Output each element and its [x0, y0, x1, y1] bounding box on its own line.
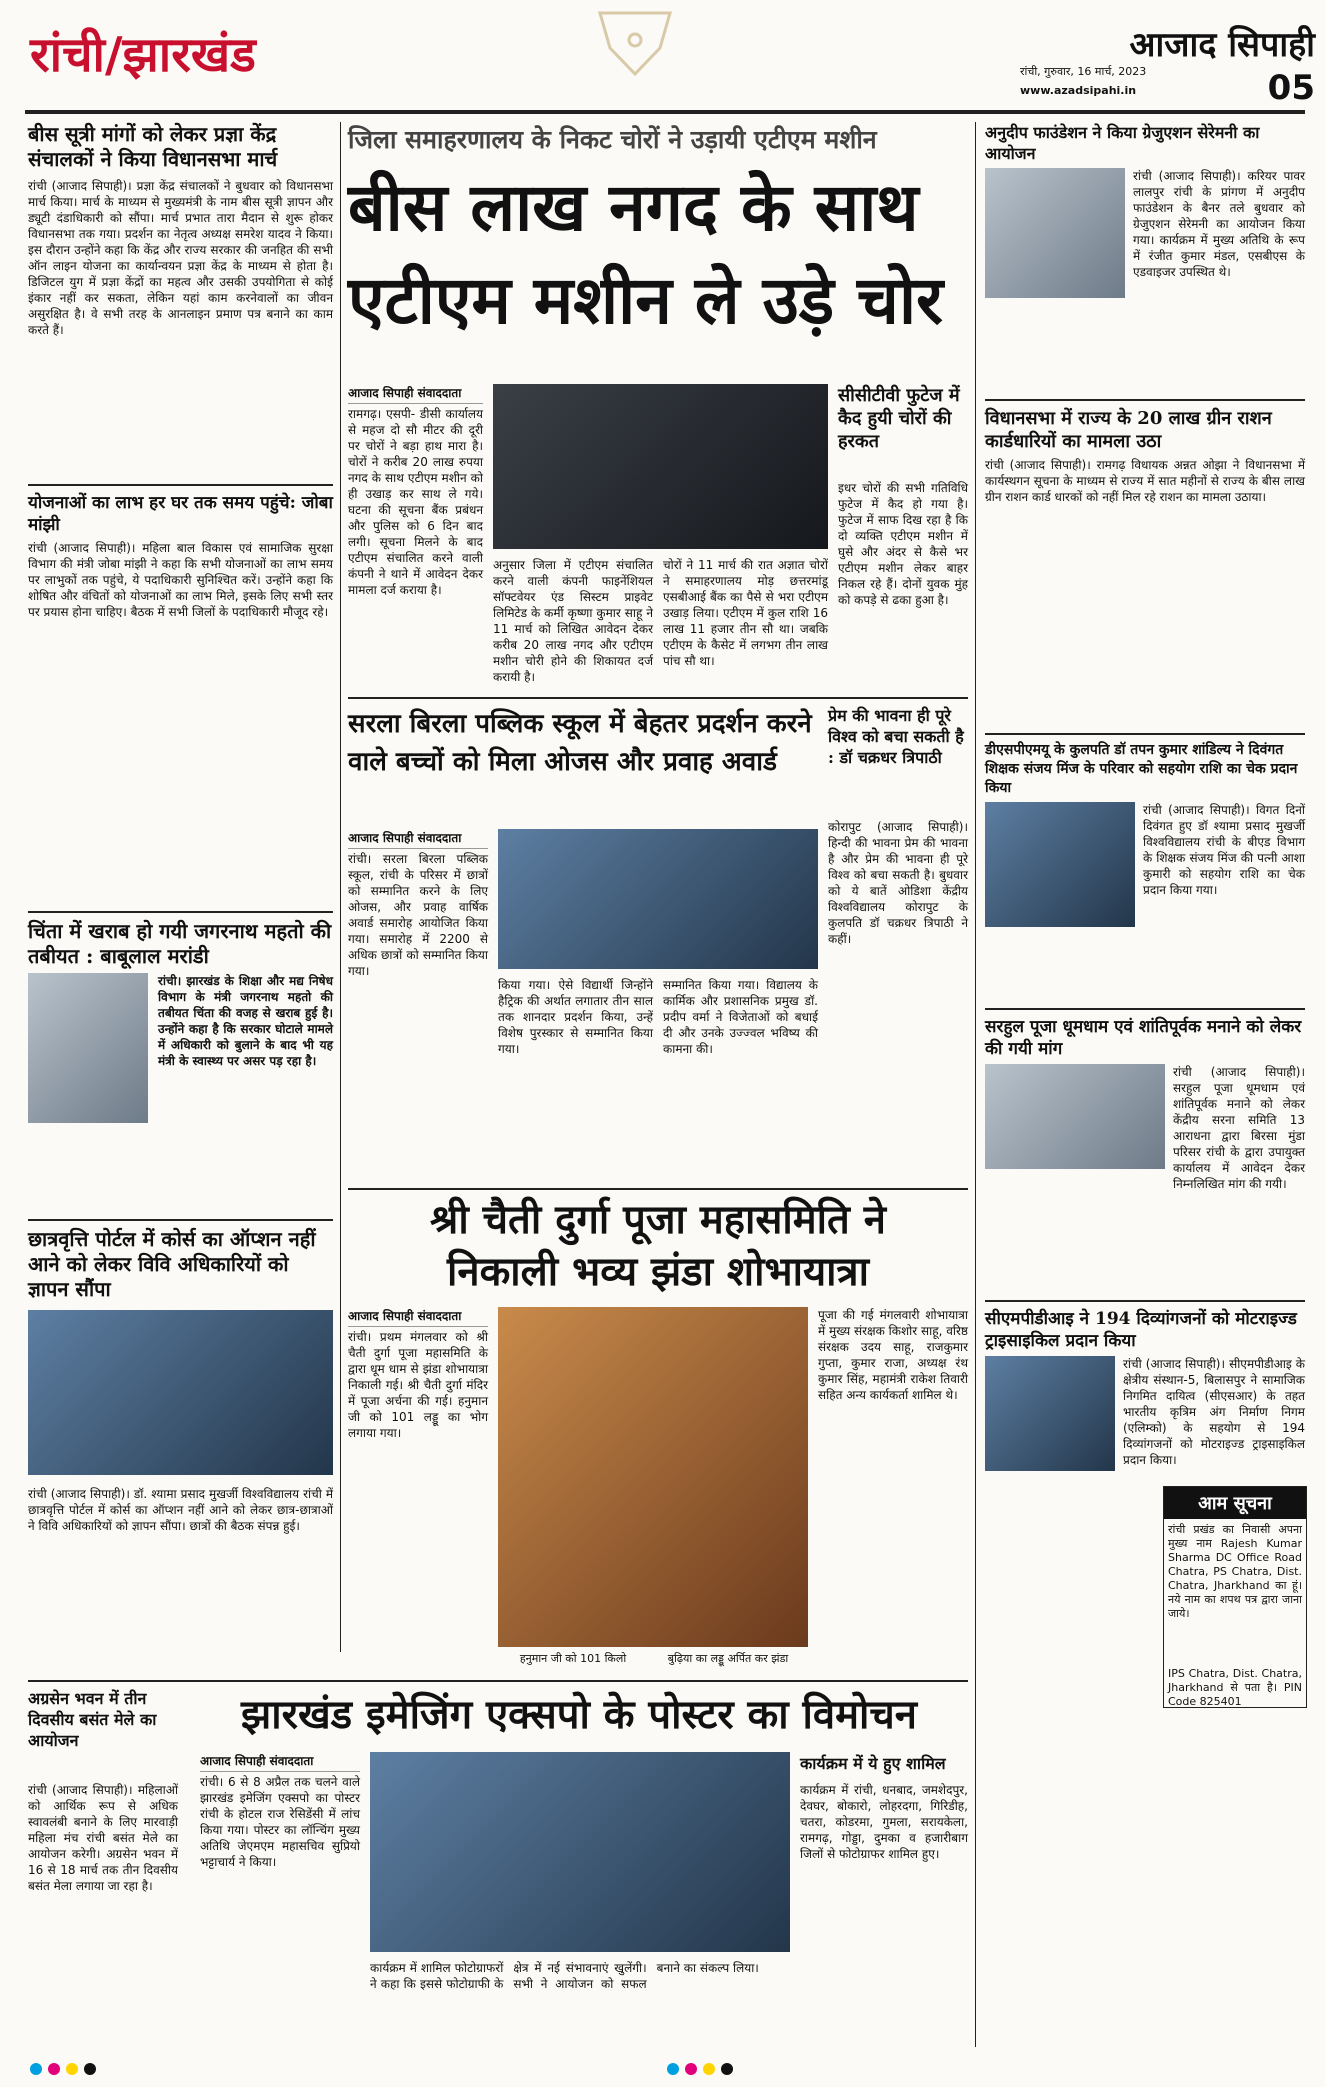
- article-body: रांची। 6 से 8 अप्रैल तक चलने वाले झारखंड इमेजिंग एक्सपो का पोस्टर रांची के होटल राज रेसिडेंसी में लांच किया गया। पोस्टर का लॉन्चिंग मुख्य अतिथि जेएमएम महासचिव सुप्रियो भट्टाचार्य ने किया।: [200, 1775, 360, 1869]
- award-photo: [498, 829, 818, 969]
- article-body: चोरों ने 11 मार्च की रात अज्ञात चोरों ने समाहरणालय मोड़ छत्तरमांडू एसबीआई बैंक का पैसे से भरा एटीएम उखाड़ लिया। एटीएम में कुल राशि 16 लाख 11 हजार तीन सौ था। जबकि एटीएम के कैसेट में लगभग तीन लाख पांच सौ था।: [663, 558, 828, 668]
- article-body: कार्यक्रम में रांची, धनबाद, जमशेदपुर, देवघर, बोकारो, लोहरदगा, गिरिडीह, चतरा, कोडरमा, गुमला, सरायकेला, रामगढ़, गोड्डा, दुमका व हजारीबाग जिलों से फोटोग्राफर शामिल हुए।: [800, 1783, 968, 1861]
- paper-name: आजाद सिपाही: [1129, 25, 1315, 65]
- article-headline: अनुदीप फाउंडेशन ने किया ग्रेजुएशन सेरेमनी का आयोजन: [985, 123, 1260, 163]
- durga-headline-2: निकाली भव्य झंडा शोभायात्रा: [447, 1248, 869, 1295]
- article-headline: बीस सूत्री मांगों को लेकर प्रज्ञा केंद्र संचालकों ने किया विधानसभा मार्च: [28, 122, 278, 171]
- students-photo: [28, 1310, 333, 1475]
- article-body: इधर चोरों की सभी गतिविधि फुटेज में कैद हो गया है। फुटेज में साफ दिख रहा है कि दो व्यक्ति एटीएम मशीन में घुसे और अंदर से कैसे भर एटीएम मशीन लेकर बाहर निकल रहे हैं। दोनों युवक मुंह को कपड़े से ढका हुआ है।: [838, 481, 968, 607]
- article-body: सम्मानित किया गया। विद्यालय के कार्मिक और प्रशासनिक प्रमुख डॉ. प्रदीप वर्मा ने विजेताओं को बधाई दी और उनके उज्ज्वल भविष्य की कामना की।: [663, 978, 818, 1056]
- main-headline-2: एटीएम मशीन ले उड़े चोर: [348, 261, 944, 339]
- divider: [985, 733, 1305, 735]
- article-body: रांची (आजाद सिपाही)। करियर पावर लालपुर रांची के प्रांगण में अनुदीप फाउंडेशन के बैनर तले बुधवार को ग्रेजुएशन सेरेमनी का आयोजन किया गया। कार्यक्रम में मुख्य अतिथि के रूप में रंजीत कुमार मंडल, एसबीएस के एडवाइजर उपस्थित थे।: [1133, 169, 1305, 279]
- divider: [28, 1680, 968, 1682]
- divider: [348, 1188, 968, 1190]
- divider: [348, 697, 968, 699]
- dateline: रांची, गुरुवार, 16 मार्च, 2023: [1020, 65, 1147, 78]
- cctv-photo: [493, 384, 828, 549]
- article-body: रांची (आजाद सिपाही)। सरहुल पूजा धूमधाम एवं शांतिपूर्वक मनाने को लेकर केंद्रीय सरना समिति 13 आराधना द्वारा बिरसा मुंडा परिसर रांची के द्वारा उपायुक्त कार्यालय में आवेदन देकर निम्नलिखित मांग की गयी।: [1173, 1065, 1305, 1191]
- article-body: रामगढ़। एसपी- डीसी कार्यालय से महज दो सौ मीटर की दूरी पर चोरों ने बड़ा हाथ मारा है। चोरों ने करीब 20 लाख रुपया नगद के साथ एटीएम मशीन को ही उखाड़ कर साथ ले गये। घटना की सूचना बैंक प्रबंधन और पुलिस को 6 दिन बाद लगी। सूचना मिलने के बाद एटीएम संचालित करने वाली कंपनी ने थाने में आवेदन देकर मामला दर्ज कराया है।: [348, 407, 483, 597]
- byline: आजाद सिपाही संवाददाता: [348, 829, 488, 849]
- article-body: रांची (आजाद सिपाही)। महिलाओं को आर्थिक रूप से अधिक स्वावलंबी बनाने के लिए मारवाड़ी महिला मंच रांची बसंत मेले का आयोजन करेगी। अग्रसेन भवन में 16 से 18 मार्च तक तीन दिवसीय बसंत मेला लगाया जा रहा है।: [28, 1783, 178, 1893]
- public-notice: [1163, 1486, 1307, 1708]
- expo-story: [190, 1688, 968, 2048]
- byline: आजाद सिपाही संवाददाता: [348, 1307, 488, 1327]
- main-story: [348, 122, 968, 692]
- divider: [985, 399, 1305, 401]
- article-headline: डीएसपीएमयू के कुलपति डॉ तपन कुमार शांडिल्य ने दिवंगत शिक्षक संजय मिंज के परिवार को सहयोग राशि का चेक प्रदान किया: [985, 742, 1298, 796]
- left-column: [28, 122, 333, 1652]
- column-divider: [340, 122, 341, 1652]
- byline: आजाद सिपाही संवाददाता: [200, 1752, 360, 1772]
- ceremony-photo: [985, 168, 1125, 298]
- divider: [28, 911, 333, 913]
- article-body: रांची (आजाद सिपाही)। रामगढ़ विधायक अन्नत ओझा ने विधानसभा में कार्यस्थगन सूचना के माध्यम से राज्य में सात महीनों से राज्य के बीस लाख ग्रीन राशन कार्ड धारकों को नहीं मिल रहे राशन का मामला उठाया।: [985, 458, 1305, 504]
- article-headline: अग्रसेन भवन में तीन दिवसीय बसंत मेले का आयोजन: [28, 1689, 157, 1750]
- cheque-photo: [985, 802, 1135, 927]
- article-body-continued: [985, 1174, 1305, 1294]
- article-headline: चिंता में खराब हो गयी जगरनाथ महतो की तबीयत : बाबूलाल मरांडी: [28, 919, 332, 968]
- article-body-continued: [985, 1486, 1155, 1706]
- article-body-continued: [985, 303, 1305, 393]
- article-headline: योजनाओं का लाभ हर घर तक समय पहुंचे: जोबा मांझी: [28, 493, 333, 535]
- expo-headline: झारखंड इमेजिंग एक्सपो के पोस्टर का विमोचन: [241, 1691, 917, 1738]
- divider: [985, 1008, 1305, 1010]
- expo-poster-photo: [370, 1752, 790, 1952]
- article-headline: सीएमपीडीआइ ने 194 दिव्यांगजनों को मोटराइज्ड ट्राइसाइकिल प्रदान किया: [985, 1309, 1297, 1351]
- divider: [28, 484, 333, 486]
- photo-caption: बुढ़िया का लड्डू अर्पित कर झंडा: [667, 1652, 789, 1665]
- article-body: पूजा की गई मंगलवारी शोभायात्रा में मुख्य संरक्षक किशोर साहू, वरिष्ठ संरक्षक उदय साहू, राजकुमार गुप्ता, कुमार राजा, अध्यक्ष रंथ कुमार सिंह, महामंत्री राकेश तिवारी सहित अन्य कार्यकर्ता शामिल थे।: [818, 1308, 968, 1402]
- article-body: रांची (आजाद सिपाही)। प्रज्ञा केंद्र संचालकों ने बुधवार को विधानसभा मार्च किया। मार्च के माध्यम से मुख्यमंत्री के नाम बीस सूत्री ज्ञापन और ड्यूटी दंडाधिकारी को सौंपा। मार्च प्रभात तारा मैदान से शुरू होकर विधानसभा तक गया। प्रदर्शन का नेतृत्व अध्यक्ष समरेश यादव ने किया। इस दौरान उन्होंने कहा कि केंद्र और राज्य सरकार की जनहित की सभी ऑन लाइन योजना का कार्यान्वयन प्रज्ञा केंद्र के माध्यम से होता है। डिजिटल युग में प्रज्ञा केंद्रों का महत्व और उसकी उपयोगिता से कोई इंकार नहीं कर सकता, लेकिन यहां काम करनेवालों का जीवन असुरक्षित है। वे सभी तरह के आनलाइन प्रमाण पत्र बनाने का काम करते हैं।: [28, 179, 333, 337]
- pen-logo-icon: [590, 8, 680, 78]
- tricycle-photo: [985, 1356, 1115, 1471]
- article-body: किया गया। ऐसे विद्यार्थी जिन्होंने हैट्रिक की अर्थात लगातार तीन साल तक शानदार प्रदर्शन किया, उन्हें विशेष पुरस्कार से सम्मानित किया गया।: [498, 978, 653, 1056]
- notice-title: आम सूचना: [1164, 1487, 1306, 1519]
- section-title: रांची/झारखंड: [30, 27, 256, 83]
- article-body-continued: [985, 932, 1305, 1002]
- byline: आजाद सिपाही संवाददाता: [348, 384, 483, 404]
- side-headline: सीसीटीवी फुटेज में कैद हुयी चोरों की हरकत: [838, 385, 960, 452]
- photo-caption: हनुमान जी को 101 किलो: [519, 1652, 627, 1665]
- notice-body: रांची प्रखंड का निवासी अपना मुख्य नाम Rajesh Kumar Sharma DC Office Road Chatra, PS Chatra, Dist. Chatra, Jharkhand का हूं। नये नाम का शपथ पत्र द्वारा जाना जाये।: [1168, 1523, 1302, 1620]
- article-headline: छात्रवृत्ति पोर्टल में कोर्स का ऑप्शन नहीं आने को लेकर विवि अधिकारियों को ज्ञापन सौंपा: [28, 1227, 316, 1301]
- article-body: अनुसार जिला में एटीएम संचालित करने वाली कंपनी फाइनेंशियल सॉफ्टवेयर एंड सिस्टम प्राइवेट लिमिटेड के कर्मी कृष्णा कुमार साहू ने 11 मार्च को लिखित आवेदन देकर करीब 20 लाख नगद और एटीएम मशीन चोरी होने की शिकायत दर्ज करायी है।: [493, 558, 653, 684]
- main-kicker: जिला समाहरणालय के निकट चोरों ने उड़ायी एटीएम मशीन: [348, 125, 877, 154]
- article-body-continued: [28, 1133, 333, 1213]
- article-body: रांची। प्रथम मंगलवार को श्री चैती दुर्गा पूजा महासमिति के द्वारा धूम धाम से झंडा शोभायात्रा निकाली गई। श्री चैती दुर्गा मंदिर में पूजा अर्चना की गई। हनुमान जी को 101 लड्डू का भोग लगाया गया।: [348, 1330, 488, 1440]
- divider: [28, 1219, 333, 1221]
- article-headline: विधानसभा में राज्य के 20 लाख ग्रीन राशन कार्डधारियों का मामला उठा: [985, 408, 1272, 452]
- article-body: कार्यक्रम में शामिल फोटोग्राफरों ने कहा कि इससे फोटोग्राफी के क्षेत्र में नई संभावनाएं खुलेंगी। सभी ने आयोजन को सफल बनाने का संकल्प लिया।: [370, 1961, 759, 1991]
- article-headline: प्रेम की भावना ही पूरे विश्व को बचा सकती है : डॉ चक्रधर त्रिपाठी: [828, 706, 964, 767]
- color-registration-marks: [30, 2060, 1300, 2080]
- masthead: [0, 0, 1325, 108]
- website[interactable]: www.azadsipahi.in: [1020, 84, 1137, 97]
- school-headline: सरला बिरला पब्लिक स्कूल में बेहतर प्रदर्शन करने वाले बच्चों को मिला ओजस और प्रवाह अवार्ड: [348, 709, 812, 777]
- article-body: रांची। झारखंड के शिक्षा और मद्य निषेध विभाग के मंत्री जगरनाथ महतो की तबीयत चिंता की वजह से खराब हुई है। उन्होंने कहा है कि सरकार घोटाले मामले में अधिकारी को बुलाने के बाद भी यह मंत्री के स्वास्थ्य पर असर पड़ रहा है।: [158, 974, 333, 1068]
- right-column: [985, 122, 1305, 2052]
- article-body: रांची (आजाद सिपाही)। महिला बाल विकास एवं सामाजिक सुरक्षा विभाग की मंत्री जोबा मांझी ने कहा कि सभी योजनाओं का लाभ समय पर लाभुकों तक पहुंचे, ये पदाधिकारी सुनिश्चित करें। उन्होंने कहा कि शोषित और वंचितों को योजनाओं का लाभ मिले, इसके लिए सभी स्तर पर प्रयास होना चाहिए। बैठक में सभी जिलों के पदाधिकारी मौजूद रहे।: [28, 541, 333, 619]
- article-body: रांची (आजाद सिपाही)। डॉ. श्यामा प्रसाद मुखर्जी विश्वविद्यालय रांची में छात्रवृत्ति पोर्टल में कोर्स का ऑप्शन नहीं आने को लेकर छात्र-छात्राओं ने विवि अधिकारियों को ज्ञापन सौंपा। छात्रों की बैठक संपन्न हुई।: [28, 1487, 333, 1533]
- prem-story: [828, 705, 968, 1185]
- basant-mela-story: [28, 1688, 178, 2048]
- divider: [985, 1300, 1305, 1302]
- portrait-photo: [28, 973, 148, 1123]
- sub-headline: कार्यक्रम में ये हुए शामिल: [800, 1754, 946, 1773]
- durga-headline-1: श्री चैती दुर्गा पूजा महासमिति ने: [430, 1196, 886, 1243]
- column-divider: [975, 122, 976, 2047]
- durga-story: [348, 1195, 968, 1675]
- procession-photo: [498, 1307, 808, 1647]
- notice-footer: IPS Chatra, Dist. Chatra, Jharkhand से पता है। PIN Code 825401: [1168, 1667, 1302, 1708]
- page-number: 05: [1267, 68, 1315, 108]
- main-headline-1: बीस लाख नगद के साथ: [348, 168, 919, 246]
- article-body: रांची (आजाद सिपाही)। सीएमपीडीआइ के क्षेत्रीय संस्थान-5, बिलासपुर ने सामाजिक निगमित दायित्व (सीएसआर) के तहत भारतीय कृत्रिम अंग निर्माण निगम (एलिम्को) के सहयोग से 194 दिव्यांगजनों को मोटराइज्ड ट्राइसाइकिल प्रदान किया।: [1123, 1357, 1305, 1467]
- masthead-rule: [25, 110, 1305, 114]
- article-body: कोरापुट (आजाद सिपाही)। हिन्दी की भावना प्रेम की भावना है और प्रेम की भावना ही पूरे विश्व को बचा सकती है। बुधवार को ये बातें ओडिशा केंद्रीय विश्वविद्यालय कोरापुट के कुलपति डॉ चक्रधर त्रिपाठी ने कहीं।: [828, 820, 968, 946]
- sarhul-photo: [985, 1064, 1165, 1169]
- article-body: रांची (आजाद सिपाही)। विगत दिनों दिवंगत हुए डॉ श्यामा प्रसाद मुखर्जी विश्वविद्यालय रांची के बीएड विभाग के शिक्षक संजय मिंज की पत्नी आशा कुमारी को सहयोग राशि का चेक प्रदान किया गया।: [1143, 803, 1305, 897]
- article-headline: सरहुल पूजा धूमधाम एवं शांतिपूर्वक मनाने को लेकर की गयी मांग: [985, 1017, 1302, 1059]
- school-story: [348, 705, 818, 1185]
- article-body: रांची। सरला बिरला पब्लिक स्कूल, रांची के परिसर में छात्रों को सम्मानित करने के लिए ओजस, और प्रवाह वार्षिक अवार्ड समारोह आयोजित किया गया। समारोह में 2200 से अधिक छात्रों को सम्मानित किया गया।: [348, 852, 488, 978]
